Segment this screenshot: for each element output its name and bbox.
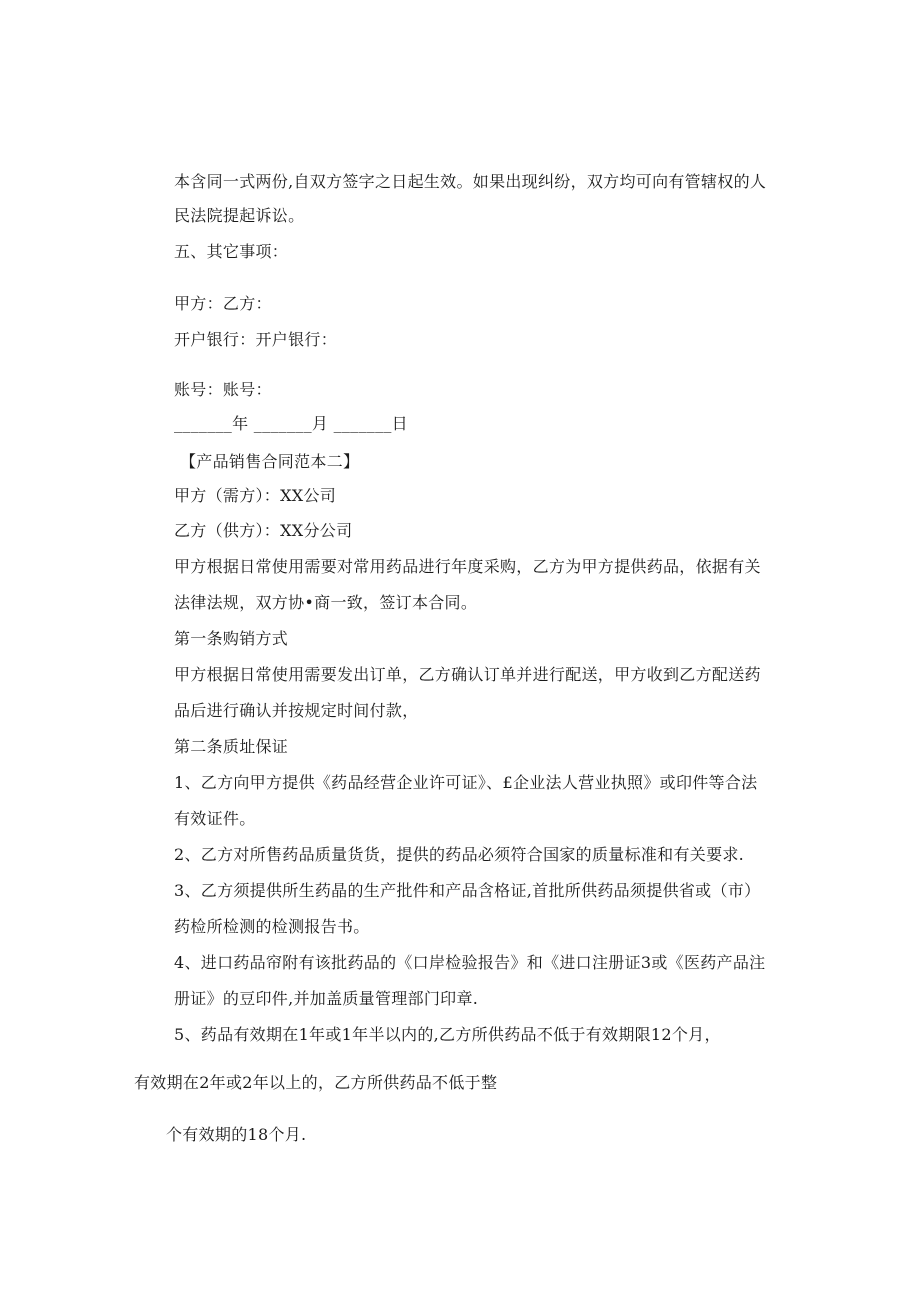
article-heading: 第一条购销方式 — [174, 629, 289, 648]
paragraph-line: 甲方根据日常使用需要发出订单，乙方确认订单并进行配送，甲方收到乙方配送药 — [174, 665, 761, 684]
party-a-line: 甲方（需方）：XX公司 — [174, 486, 337, 505]
clause-line: 4、进口药品帘附有该批药品的《口岸检验报告》和《进口注册证3或《医药产品注 — [174, 953, 766, 972]
account-label-line: 账号：账号： — [174, 380, 272, 399]
clause-line: 5、药品有效期在1年或1年半以内的,乙方所供药品不低于有效期限12个月， — [174, 1025, 721, 1044]
clause-line: 册证》的豆印件,并加盖质量管理部门印章. — [174, 989, 479, 1008]
date-line: _______年 _______月 _______日 — [174, 414, 408, 433]
clause-line: 1、乙方向甲方提供《药品经营企业许可证》、£企业法人营业执照》或印件等合法 — [174, 773, 758, 792]
clause-line: 有效期在2年或2年以上的，乙方所供药品不低于整 — [134, 1073, 498, 1092]
paragraph-line: 品后进行确认并按规定时间付款， — [174, 701, 419, 720]
section-heading: 五、其它事项： — [174, 242, 289, 261]
paragraph-line: 本含同一式两份,自双方签字之日起生效。如果出现纠纷，双方均可向有管辖权的人 — [174, 172, 767, 191]
clause-line: 2、乙方对所售药品质量货货，提供的药品必须符合国家的质量标准和有关要求. — [174, 845, 745, 864]
article-heading: 第二条质址保证 — [174, 737, 289, 756]
clause-line: 药检所检测的检测报告书。 — [174, 917, 370, 936]
paragraph-line: 法律法规，双方协•商一致，签订本合同。 — [174, 593, 478, 612]
party-label-line: 甲方：乙方： — [174, 294, 272, 313]
party-b-line: 乙方（供方）：XX分公司 — [174, 521, 353, 540]
bank-label-line: 开户银行：开户银行： — [174, 330, 338, 349]
clause-line: 3、乙方须提供所生药晶的生产批件和产品含格证,首批所供药品须提供省或（市） — [174, 881, 761, 900]
paragraph-line: 甲方根据日常使用需要对常用药品进行年度采购，乙方为甲方提供药品，依据有关 — [174, 557, 761, 576]
clause-line: 个有效期的18个月. — [166, 1125, 307, 1144]
document-title: 【产品销售合同范本二】 — [180, 452, 360, 471]
clause-line: 有效证件。 — [174, 809, 256, 828]
paragraph-line: 民法院提起诉讼。 — [174, 206, 305, 225]
